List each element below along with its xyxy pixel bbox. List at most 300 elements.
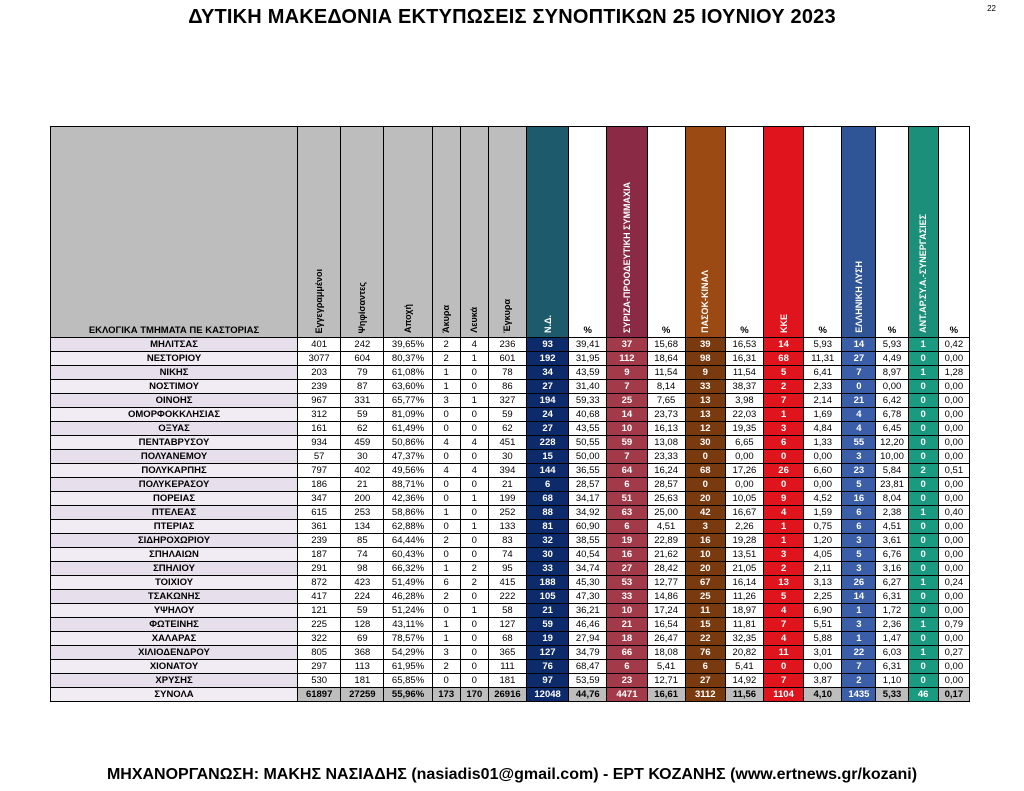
cell-valid: 83 bbox=[488, 534, 526, 548]
cell-pasok-votes: 20 bbox=[685, 562, 725, 576]
cell-syriza-votes: 63 bbox=[607, 506, 647, 520]
cell-el-pct: 1,72 bbox=[876, 604, 908, 618]
cell-precinct: ΤΟΙΧΙΟΥ bbox=[51, 576, 298, 590]
cell-nd-pct: 59,33 bbox=[569, 394, 607, 408]
cell-syriza-votes: 37 bbox=[607, 338, 647, 352]
cell-voted: 62 bbox=[341, 422, 384, 436]
cell-pasok-pct: 5,41 bbox=[725, 660, 763, 674]
cell-valid: 111 bbox=[488, 660, 526, 674]
results-body bbox=[51, 338, 970, 702]
cell-pasok-votes: 30 bbox=[685, 436, 725, 450]
cell-el-votes: 55 bbox=[842, 436, 876, 450]
cell-nd-pct: 39,41 bbox=[569, 338, 607, 352]
cell-abstention: 61,49% bbox=[384, 422, 432, 436]
cell-el-votes: 14 bbox=[842, 590, 876, 604]
cell-invalid: 3 bbox=[432, 394, 460, 408]
cell-valid: 26916 bbox=[488, 688, 526, 702]
cell-syriza-pct: 18,64 bbox=[647, 352, 685, 366]
cell-invalid: 1 bbox=[432, 618, 460, 632]
cell-syriza-votes: 7 bbox=[607, 380, 647, 394]
cell-syriza-pct: 11,54 bbox=[647, 366, 685, 380]
cell-syriza-pct: 15,68 bbox=[647, 338, 685, 352]
cell-kke-pct: 5,88 bbox=[804, 632, 842, 646]
cell-pasok-votes: 98 bbox=[685, 352, 725, 366]
cell-antarsya-votes: 0 bbox=[908, 590, 938, 604]
cell-el-votes: 27 bbox=[842, 352, 876, 366]
cell-kke-pct: 0,00 bbox=[804, 478, 842, 492]
cell-antarsya-pct: 0,00 bbox=[938, 492, 969, 506]
cell-nd-pct: 38,55 bbox=[569, 534, 607, 548]
cell-invalid: 173 bbox=[432, 688, 460, 702]
cell-nd-votes: 144 bbox=[527, 464, 569, 478]
cell-abstention: 61,08% bbox=[384, 366, 432, 380]
cell-nd-pct: 34,79 bbox=[569, 646, 607, 660]
cell-invalid: 0 bbox=[432, 548, 460, 562]
cell-nd-pct: 46,46 bbox=[569, 618, 607, 632]
cell-voted: 331 bbox=[341, 394, 384, 408]
cell-precinct: ΠΤΕΛΕΑΣ bbox=[51, 506, 298, 520]
cell-nd-votes: 81 bbox=[527, 520, 569, 534]
cell-syriza-pct: 5,41 bbox=[647, 660, 685, 674]
cell-el-pct: 1,47 bbox=[876, 632, 908, 646]
cell-kke-votes: 2 bbox=[764, 562, 804, 576]
cell-precinct: ΥΨΗΛΟΥ bbox=[51, 604, 298, 618]
cell-valid: 181 bbox=[488, 674, 526, 688]
cell-antarsya-votes: 2 bbox=[908, 464, 938, 478]
cell-blank: 0 bbox=[460, 674, 488, 688]
cell-syriza-pct: 22,89 bbox=[647, 534, 685, 548]
header-syriza-pct: % bbox=[647, 127, 685, 338]
cell-pasok-votes: 13 bbox=[685, 408, 725, 422]
cell-registered: 401 bbox=[298, 338, 341, 352]
cell-pasok-votes: 0 bbox=[685, 450, 725, 464]
cell-blank: 2 bbox=[460, 576, 488, 590]
table-row bbox=[51, 604, 970, 618]
cell-el-pct: 0,00 bbox=[876, 380, 908, 394]
cell-antarsya-pct: 0,00 bbox=[938, 380, 969, 394]
cell-precinct: ΟΙΝΟΗΣ bbox=[51, 394, 298, 408]
cell-syriza-votes: 51 bbox=[607, 492, 647, 506]
cell-voted: 59 bbox=[341, 604, 384, 618]
cell-pasok-votes: 68 bbox=[685, 464, 725, 478]
cell-antarsya-votes: 0 bbox=[908, 604, 938, 618]
table-row bbox=[51, 366, 970, 380]
cell-syriza-votes: 64 bbox=[607, 464, 647, 478]
cell-antarsya-pct: 0,00 bbox=[938, 520, 969, 534]
table-row bbox=[51, 380, 970, 394]
cell-kke-votes: 0 bbox=[764, 660, 804, 674]
cell-antarsya-votes: 1 bbox=[908, 576, 938, 590]
cell-voted: 200 bbox=[341, 492, 384, 506]
cell-pasok-pct: 2,26 bbox=[725, 520, 763, 534]
cell-precinct: ΜΗΛΙΤΣΑΣ bbox=[51, 338, 298, 352]
cell-syriza-pct: 12,77 bbox=[647, 576, 685, 590]
cell-pasok-votes: 11 bbox=[685, 604, 725, 618]
cell-precinct: ΟΜΟΡΦΟΚΚΛΗΣΙΑΣ bbox=[51, 408, 298, 422]
cell-pasok-pct: 17,26 bbox=[725, 464, 763, 478]
cell-antarsya-pct: 0,24 bbox=[938, 576, 969, 590]
cell-antarsya-votes: 0 bbox=[908, 562, 938, 576]
cell-blank: 0 bbox=[460, 506, 488, 520]
cell-antarsya-pct: 0,40 bbox=[938, 506, 969, 520]
cell-pasok-votes: 12 bbox=[685, 422, 725, 436]
cell-abstention: 88,71% bbox=[384, 478, 432, 492]
cell-syriza-votes: 14 bbox=[607, 408, 647, 422]
cell-valid: 95 bbox=[488, 562, 526, 576]
cell-pasok-pct: 0,00 bbox=[725, 478, 763, 492]
cell-precinct: ΠΟΛΥΚΑΡΠΗΣ bbox=[51, 464, 298, 478]
cell-kke-votes: 14 bbox=[764, 338, 804, 352]
cell-nd-pct: 43,55 bbox=[569, 422, 607, 436]
cell-nd-pct: 45,30 bbox=[569, 576, 607, 590]
cell-syriza-votes: 25 bbox=[607, 394, 647, 408]
cell-kke-votes: 7 bbox=[764, 674, 804, 688]
cell-blank: 0 bbox=[460, 646, 488, 660]
cell-precinct: ΧΑΛΑΡΑΣ bbox=[51, 632, 298, 646]
cell-nd-pct: 34,74 bbox=[569, 562, 607, 576]
cell-abstention: 66,32% bbox=[384, 562, 432, 576]
cell-pasok-pct: 20,82 bbox=[725, 646, 763, 660]
cell-kke-votes: 5 bbox=[764, 590, 804, 604]
cell-pasok-pct: 38,37 bbox=[725, 380, 763, 394]
cell-abstention: 51,24% bbox=[384, 604, 432, 618]
cell-nd-pct: 40,54 bbox=[569, 548, 607, 562]
cell-el-pct: 4,51 bbox=[876, 520, 908, 534]
cell-blank: 1 bbox=[460, 394, 488, 408]
cell-kke-pct: 3,01 bbox=[804, 646, 842, 660]
cell-el-pct: 12,20 bbox=[876, 436, 908, 450]
cell-invalid: 0 bbox=[432, 478, 460, 492]
cell-antarsya-pct: 0,00 bbox=[938, 422, 969, 436]
cell-antarsya-pct: 0,00 bbox=[938, 548, 969, 562]
cell-pasok-votes: 42 bbox=[685, 506, 725, 520]
cell-registered: 291 bbox=[298, 562, 341, 576]
header-syriza: ΣΥΡΙΖΑ-ΠΡΟΟΔΕΥΤΙΚΗ ΣΥΜΜΑΧΙΑ bbox=[607, 127, 647, 338]
cell-antarsya-pct: 0,51 bbox=[938, 464, 969, 478]
cell-nd-votes: 33 bbox=[527, 562, 569, 576]
cell-nd-votes: 21 bbox=[527, 604, 569, 618]
cell-voted: 69 bbox=[341, 632, 384, 646]
cell-precinct: ΟΞΥΑΣ bbox=[51, 422, 298, 436]
cell-registered: 347 bbox=[298, 492, 341, 506]
header-section: ΕΚΛΟΓΙΚΑ ΤΜΗΜΑΤΑ ΠΕ ΚΑΣΤΟΡΙΑΣ bbox=[51, 127, 298, 338]
cell-el-votes: 3 bbox=[842, 618, 876, 632]
cell-registered: 239 bbox=[298, 380, 341, 394]
cell-kke-pct: 2,14 bbox=[804, 394, 842, 408]
cell-abstention: 80,37% bbox=[384, 352, 432, 366]
cell-el-votes: 0 bbox=[842, 380, 876, 394]
cell-abstention: 55,96% bbox=[384, 688, 432, 702]
header-row bbox=[51, 127, 970, 338]
cell-invalid: 1 bbox=[432, 562, 460, 576]
cell-kke-votes: 26 bbox=[764, 464, 804, 478]
cell-pasok-votes: 3112 bbox=[685, 688, 725, 702]
cell-antarsya-pct: 0,27 bbox=[938, 646, 969, 660]
cell-el-pct: 3,16 bbox=[876, 562, 908, 576]
cell-registered: 797 bbox=[298, 464, 341, 478]
cell-pasok-votes: 67 bbox=[685, 576, 725, 590]
cell-syriza-votes: 10 bbox=[607, 604, 647, 618]
cell-abstention: 54,29% bbox=[384, 646, 432, 660]
header-voted: Ψηφίσαντες bbox=[341, 127, 384, 338]
cell-precinct: ΧΡΥΣΗΣ bbox=[51, 674, 298, 688]
cell-el-votes: 2 bbox=[842, 674, 876, 688]
cell-kke-pct: 2,33 bbox=[804, 380, 842, 394]
table-row bbox=[51, 394, 970, 408]
cell-pasok-votes: 22 bbox=[685, 632, 725, 646]
cell-syriza-pct: 28,57 bbox=[647, 478, 685, 492]
cell-precinct: ΣΠΗΛΙΟΥ bbox=[51, 562, 298, 576]
cell-blank: 4 bbox=[460, 338, 488, 352]
cell-el-pct: 6,45 bbox=[876, 422, 908, 436]
cell-nd-pct: 43,59 bbox=[569, 366, 607, 380]
cell-blank: 170 bbox=[460, 688, 488, 702]
cell-kke-pct: 4,10 bbox=[804, 688, 842, 702]
header-abstention: Αποχή bbox=[384, 127, 432, 338]
cell-pasok-votes: 3 bbox=[685, 520, 725, 534]
cell-el-votes: 16 bbox=[842, 492, 876, 506]
cell-el-pct: 6,03 bbox=[876, 646, 908, 660]
cell-antarsya-pct: 0,00 bbox=[938, 478, 969, 492]
cell-antarsya-votes: 0 bbox=[908, 478, 938, 492]
cell-nd-votes: 194 bbox=[527, 394, 569, 408]
cell-kke-votes: 1 bbox=[764, 534, 804, 548]
cell-voted: 423 bbox=[341, 576, 384, 590]
cell-precinct: ΧΙΟΝΑΤΟΥ bbox=[51, 660, 298, 674]
cell-syriza-votes: 7 bbox=[607, 450, 647, 464]
cell-nd-votes: 24 bbox=[527, 408, 569, 422]
cell-nd-pct: 68,47 bbox=[569, 660, 607, 674]
page-number: 22 bbox=[987, 4, 996, 13]
cell-registered: 934 bbox=[298, 436, 341, 450]
cell-registered: 312 bbox=[298, 408, 341, 422]
cell-blank: 1 bbox=[460, 604, 488, 618]
cell-invalid: 0 bbox=[432, 450, 460, 464]
cell-abstention: 81,09% bbox=[384, 408, 432, 422]
cell-blank: 1 bbox=[460, 520, 488, 534]
cell-invalid: 2 bbox=[432, 534, 460, 548]
cell-registered: 805 bbox=[298, 646, 341, 660]
cell-el-pct: 5,84 bbox=[876, 464, 908, 478]
cell-voted: 98 bbox=[341, 562, 384, 576]
results-table bbox=[50, 126, 970, 702]
cell-antarsya-votes: 0 bbox=[908, 548, 938, 562]
cell-voted: 30 bbox=[341, 450, 384, 464]
cell-kke-votes: 9 bbox=[764, 492, 804, 506]
table-row bbox=[51, 646, 970, 660]
cell-nd-votes: 27 bbox=[527, 380, 569, 394]
cell-blank: 0 bbox=[460, 548, 488, 562]
cell-nd-pct: 44,76 bbox=[569, 688, 607, 702]
cell-abstention: 42,36% bbox=[384, 492, 432, 506]
cell-antarsya-pct: 0,00 bbox=[938, 674, 969, 688]
cell-abstention: 62,88% bbox=[384, 520, 432, 534]
cell-syriza-votes: 9 bbox=[607, 366, 647, 380]
cell-syriza-pct: 12,71 bbox=[647, 674, 685, 688]
cell-precinct: ΠΤΕΡΙΑΣ bbox=[51, 520, 298, 534]
cell-precinct: ΠΕΝΤΑΒΡΥΣΟΥ bbox=[51, 436, 298, 450]
cell-kke-votes: 6 bbox=[764, 436, 804, 450]
cell-nd-pct: 40,68 bbox=[569, 408, 607, 422]
cell-antarsya-pct: 0,00 bbox=[938, 352, 969, 366]
cell-voted: 74 bbox=[341, 548, 384, 562]
cell-invalid: 1 bbox=[432, 506, 460, 520]
header-kke-pct: % bbox=[804, 127, 842, 338]
cell-valid: 601 bbox=[488, 352, 526, 366]
cell-antarsya-votes: 0 bbox=[908, 380, 938, 394]
cell-abstention: 46,28% bbox=[384, 590, 432, 604]
cell-kke-pct: 11,31 bbox=[804, 352, 842, 366]
cell-pasok-pct: 11,81 bbox=[725, 618, 763, 632]
table-row bbox=[51, 632, 970, 646]
cell-kke-votes: 3 bbox=[764, 422, 804, 436]
cell-valid: 252 bbox=[488, 506, 526, 520]
cell-pasok-votes: 0 bbox=[685, 478, 725, 492]
cell-invalid: 2 bbox=[432, 660, 460, 674]
cell-syriza-votes: 10 bbox=[607, 422, 647, 436]
cell-syriza-pct: 21,62 bbox=[647, 548, 685, 562]
cell-syriza-pct: 26,47 bbox=[647, 632, 685, 646]
cell-antarsya-votes: 1 bbox=[908, 506, 938, 520]
cell-registered: 187 bbox=[298, 548, 341, 562]
cell-valid: 415 bbox=[488, 576, 526, 590]
cell-syriza-pct: 7,65 bbox=[647, 394, 685, 408]
cell-nd-votes: 27 bbox=[527, 422, 569, 436]
cell-kke-pct: 0,00 bbox=[804, 660, 842, 674]
cell-blank: 0 bbox=[460, 478, 488, 492]
cell-antarsya-pct: 0,00 bbox=[938, 450, 969, 464]
cell-kke-votes: 7 bbox=[764, 394, 804, 408]
table-row bbox=[51, 520, 970, 534]
cell-syriza-votes: 21 bbox=[607, 618, 647, 632]
cell-registered: 967 bbox=[298, 394, 341, 408]
cell-abstention: 58,86% bbox=[384, 506, 432, 520]
cell-nd-votes: 59 bbox=[527, 618, 569, 632]
cell-antarsya-pct: 0,00 bbox=[938, 660, 969, 674]
cell-voted: 59 bbox=[341, 408, 384, 422]
cell-valid: 62 bbox=[488, 422, 526, 436]
cell-abstention: 39,65% bbox=[384, 338, 432, 352]
cell-el-votes: 1435 bbox=[842, 688, 876, 702]
cell-nd-votes: 228 bbox=[527, 436, 569, 450]
cell-precinct: ΦΩΤΕΙΝΗΣ bbox=[51, 618, 298, 632]
cell-el-votes: 1 bbox=[842, 604, 876, 618]
cell-blank: 2 bbox=[460, 562, 488, 576]
cell-nd-pct: 36,55 bbox=[569, 464, 607, 478]
header-el: ΕΛΛΗΝΙΚΗ ΛΥΣΗ bbox=[842, 127, 876, 338]
table-row bbox=[51, 422, 970, 436]
cell-el-pct: 5,93 bbox=[876, 338, 908, 352]
cell-valid: 199 bbox=[488, 492, 526, 506]
table-row bbox=[51, 464, 970, 478]
cell-abstention: 51,49% bbox=[384, 576, 432, 590]
cell-el-pct: 6,31 bbox=[876, 590, 908, 604]
cell-kke-pct: 6,41 bbox=[804, 366, 842, 380]
cell-nd-votes: 88 bbox=[527, 506, 569, 520]
cell-antarsya-votes: 0 bbox=[908, 660, 938, 674]
cell-syriza-pct: 13,08 bbox=[647, 436, 685, 450]
cell-blank: 4 bbox=[460, 464, 488, 478]
table-row bbox=[51, 338, 970, 352]
cell-voted: 242 bbox=[341, 338, 384, 352]
cell-nd-votes: 34 bbox=[527, 366, 569, 380]
table-row bbox=[51, 562, 970, 576]
cell-registered: 417 bbox=[298, 590, 341, 604]
cell-nd-pct: 34,92 bbox=[569, 506, 607, 520]
cell-invalid: 0 bbox=[432, 422, 460, 436]
cell-kke-pct: 2,25 bbox=[804, 590, 842, 604]
cell-pasok-pct: 32,35 bbox=[725, 632, 763, 646]
cell-registered: 121 bbox=[298, 604, 341, 618]
cell-blank: 0 bbox=[460, 660, 488, 674]
cell-kke-votes: 0 bbox=[764, 478, 804, 492]
cell-valid: 86 bbox=[488, 380, 526, 394]
cell-precinct: ΠΟΛΥΑΝΕΜΟΥ bbox=[51, 450, 298, 464]
cell-pasok-votes: 9 bbox=[685, 366, 725, 380]
cell-el-votes: 14 bbox=[842, 338, 876, 352]
cell-syriza-pct: 8,14 bbox=[647, 380, 685, 394]
cell-syriza-pct: 17,24 bbox=[647, 604, 685, 618]
cell-kke-votes: 1104 bbox=[764, 688, 804, 702]
cell-syriza-votes: 27 bbox=[607, 562, 647, 576]
cell-invalid: 4 bbox=[432, 464, 460, 478]
cell-syriza-votes: 23 bbox=[607, 674, 647, 688]
cell-registered: 57 bbox=[298, 450, 341, 464]
cell-blank: 4 bbox=[460, 436, 488, 450]
cell-nd-votes: 68 bbox=[527, 492, 569, 506]
total-row bbox=[51, 688, 970, 702]
cell-pasok-votes: 20 bbox=[685, 492, 725, 506]
cell-syriza-votes: 59 bbox=[607, 436, 647, 450]
cell-kke-votes: 5 bbox=[764, 366, 804, 380]
table-row bbox=[51, 674, 970, 688]
cell-nd-votes: 93 bbox=[527, 338, 569, 352]
page-title: ΔΥΤΙΚΗ ΜΑΚΕΔΟΝΙΑ ΕΚΤΥΠΩΣΕΙΣ ΣΥΝΟΠΤΙΚΩΝ 25 ΙΟΥΝΙΟΥ 2023 bbox=[188, 6, 836, 28]
cell-valid: 451 bbox=[488, 436, 526, 450]
cell-syriza-votes: 6 bbox=[607, 660, 647, 674]
cell-pasok-pct: 13,51 bbox=[725, 548, 763, 562]
header-kke: ΚΚΕ bbox=[764, 127, 804, 338]
cell-pasok-votes: 25 bbox=[685, 590, 725, 604]
cell-nd-votes: 6 bbox=[527, 478, 569, 492]
cell-precinct: ΣΠΗΛΑΙΩΝ bbox=[51, 548, 298, 562]
header-invalid: Άκυρα bbox=[432, 127, 460, 338]
cell-el-pct: 6,27 bbox=[876, 576, 908, 590]
cell-abstention: 61,95% bbox=[384, 660, 432, 674]
cell-nd-votes: 12048 bbox=[527, 688, 569, 702]
cell-antarsya-pct: 0,00 bbox=[938, 408, 969, 422]
cell-nd-votes: 127 bbox=[527, 646, 569, 660]
table-row bbox=[51, 548, 970, 562]
cell-nd-pct: 53,59 bbox=[569, 674, 607, 688]
cell-pasok-votes: 33 bbox=[685, 380, 725, 394]
cell-blank: 1 bbox=[460, 352, 488, 366]
cell-precinct: ΠΟΡΕΙΑΣ bbox=[51, 492, 298, 506]
cell-precinct: ΠΟΛΥΚΕΡΑΣΟΥ bbox=[51, 478, 298, 492]
cell-kke-pct: 4,84 bbox=[804, 422, 842, 436]
cell-voted: 87 bbox=[341, 380, 384, 394]
cell-kke-votes: 0 bbox=[764, 450, 804, 464]
cell-valid: 59 bbox=[488, 408, 526, 422]
cell-antarsya-pct: 0,42 bbox=[938, 338, 969, 352]
cell-antarsya-votes: 0 bbox=[908, 352, 938, 366]
cell-registered: 530 bbox=[298, 674, 341, 688]
cell-pasok-pct: 16,14 bbox=[725, 576, 763, 590]
cell-el-votes: 4 bbox=[842, 408, 876, 422]
cell-blank: 0 bbox=[460, 632, 488, 646]
cell-antarsya-pct: 0,00 bbox=[938, 534, 969, 548]
cell-el-pct: 8,97 bbox=[876, 366, 908, 380]
